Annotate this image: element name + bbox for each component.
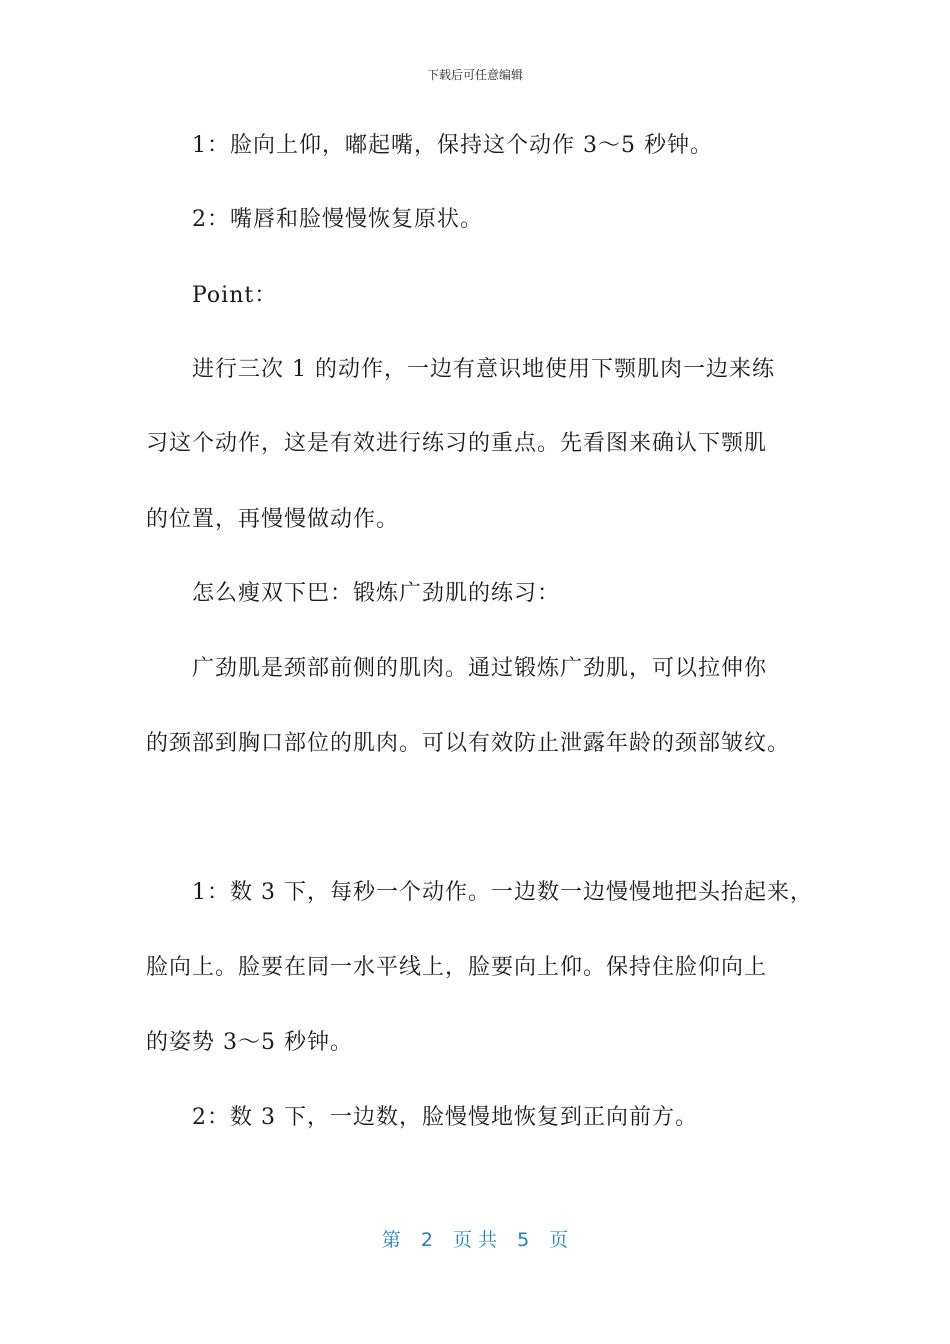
footer-total-pages: 5 [517, 1229, 530, 1251]
page-footer [0, 1225, 950, 1252]
footer-page-number: 2 [420, 1229, 433, 1251]
paragraph-line: 脸向上。脸要在同一水平线上，脸要向上仰。保持住脸仰向上 [146, 955, 768, 980]
paragraph-line: 1：脸向上仰，嘟起嘴，保持这个动作 3～5 秒钟。 [192, 133, 713, 158]
footer-ye: 页 [549, 1229, 569, 1251]
paragraph-line: 2：数 3 下，一边数，脸慢慢地恢复到正向前方。 [192, 1105, 698, 1130]
paragraph-line: 的颈部到胸口部位的肌肉。可以有效防止泄露年龄的颈部皱纹。 [146, 731, 791, 756]
paragraph-line: 的姿势 3～5 秒钟。 [146, 1030, 353, 1055]
paragraph-line: 广劲肌是颈部前侧的肌肉。通过锻炼广劲肌，可以拉伸你 [192, 656, 768, 681]
paragraph-line: 习这个动作，这是有效进行练习的重点。先看图来确认下颚肌 [146, 431, 768, 456]
paragraph-line: 进行三次 1 的动作，一边有意识地使用下颚肌肉一边来练 [192, 357, 775, 382]
paragraph-line: 2：嘴唇和脸慢慢恢复原状。 [192, 207, 483, 232]
paragraph-line: 1：数 3 下，每秒一个动作。一边数一边慢慢地把头抬起来， [192, 880, 813, 905]
paragraph-line: Point： [192, 283, 278, 308]
page-header: 下载后可任意编辑 [426, 68, 523, 82]
footer-di: 第 [381, 1229, 401, 1251]
footer-ye-gong: 页 共 [452, 1229, 498, 1251]
section-heading: 怎么瘦双下巴：锻炼广劲肌的练习： [192, 581, 561, 606]
paragraph-line: 的位置，再慢慢做动作。 [146, 507, 400, 532]
